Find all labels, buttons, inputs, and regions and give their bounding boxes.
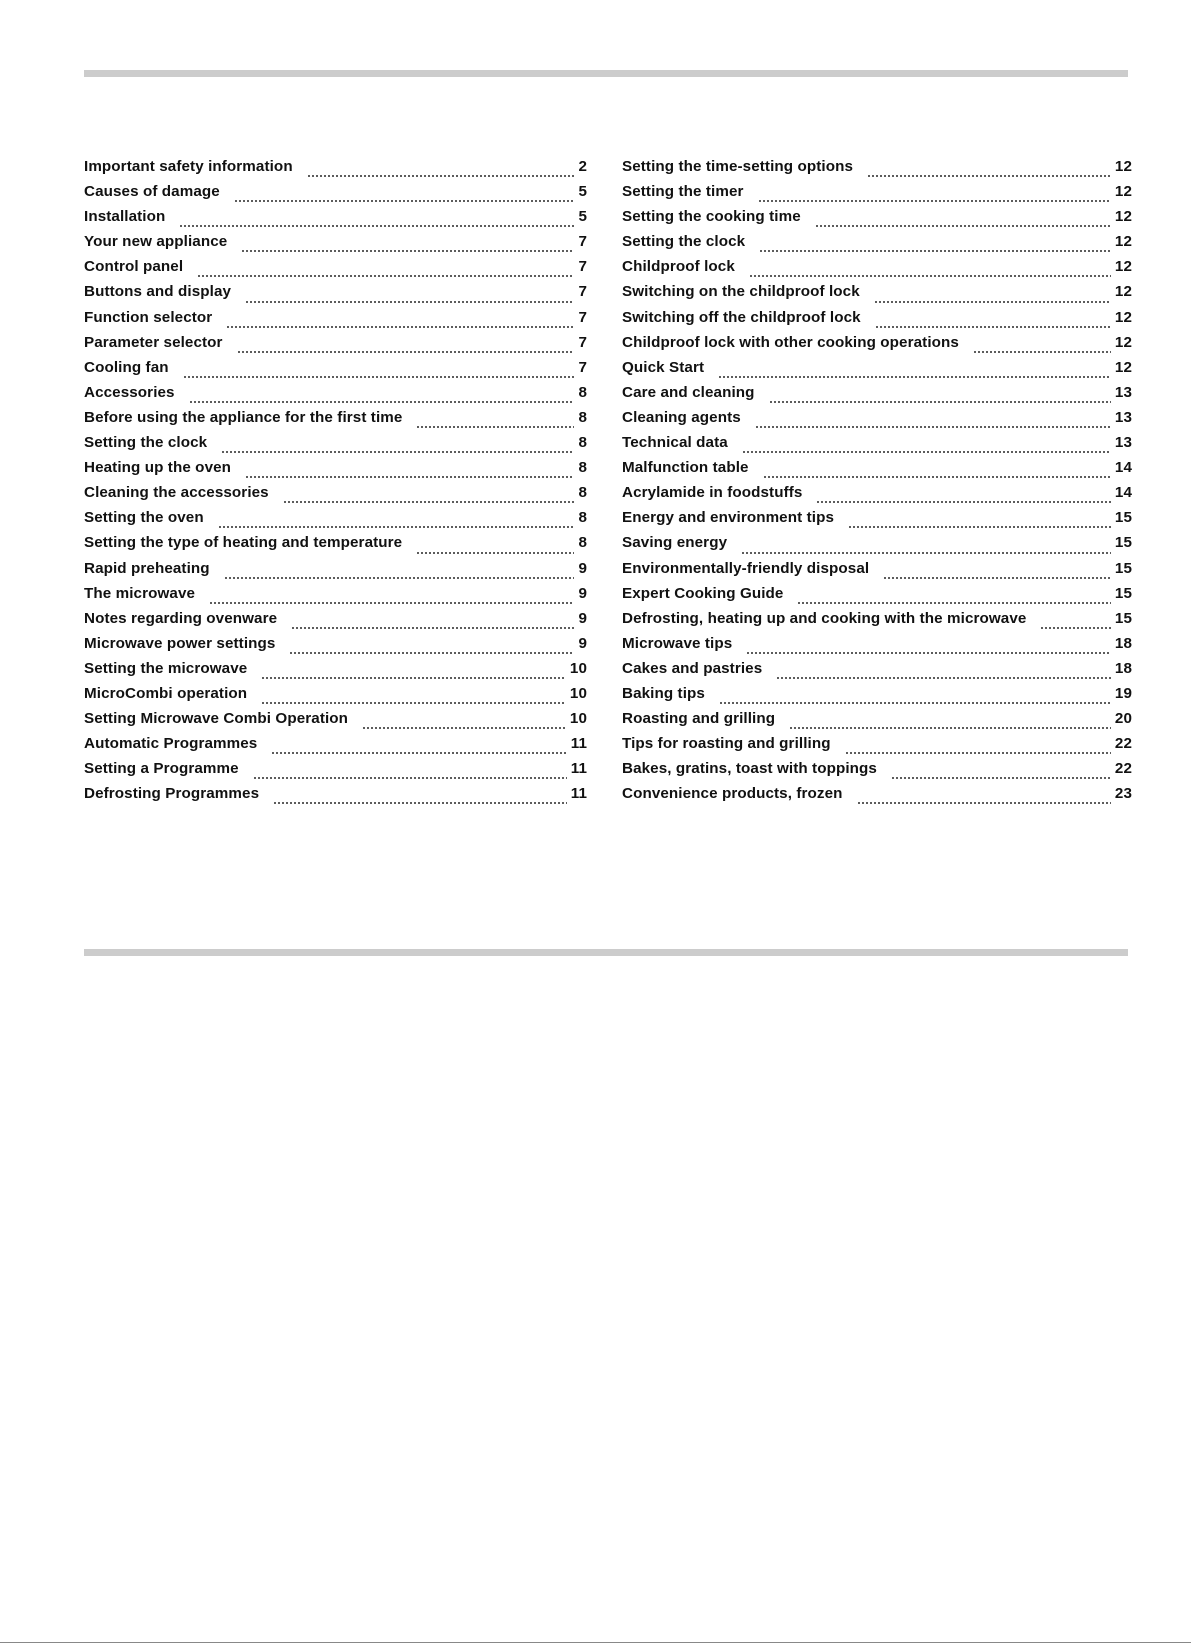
toc-entry-title: Setting the type of heating and temperature xyxy=(84,534,403,552)
toc-entry-title: Setting the cooking time xyxy=(622,208,801,226)
toc-entry-page-number: 15 xyxy=(1114,534,1132,552)
toc-entry[interactable] xyxy=(84,760,587,785)
toc-entry-page-number: 7 xyxy=(578,258,587,276)
toc-leader-dots xyxy=(189,401,575,403)
toc-entry[interactable] xyxy=(622,660,1132,685)
toc-leader-dots xyxy=(874,301,1111,303)
toc-entry-title: Microwave tips xyxy=(622,634,733,652)
toc-leader-dots xyxy=(718,376,1111,378)
bottom-divider xyxy=(84,949,1128,956)
toc-entry[interactable] xyxy=(84,233,587,258)
toc-entry[interactable] xyxy=(622,434,1132,459)
toc-entry[interactable] xyxy=(84,635,587,660)
toc-entry-title: Heating up the oven xyxy=(84,459,232,477)
toc-leader-dots xyxy=(241,250,574,252)
toc-entry-title: Care and cleaning xyxy=(622,383,755,401)
toc-entry[interactable] xyxy=(622,585,1132,610)
toc-entry[interactable] xyxy=(622,560,1132,585)
toc-entry-title: Acrylamide in foodstuffs xyxy=(622,484,803,502)
toc-leader-dots xyxy=(261,677,566,679)
toc-entry-page-number: 8 xyxy=(578,459,587,477)
toc-entry-page-number: 9 xyxy=(578,559,587,577)
toc-leader-dots xyxy=(245,301,574,303)
toc-leader-dots xyxy=(973,351,1111,353)
toc-entry-page-number: 22 xyxy=(1114,760,1132,778)
toc-entry-title: Before using the appliance for the first time xyxy=(84,408,403,426)
toc-leader-dots xyxy=(224,577,575,579)
toc-entry-title: Technical data xyxy=(622,434,728,452)
toc-entry-title: MicroCombi operation xyxy=(84,684,248,702)
toc-leader-dots xyxy=(797,602,1110,604)
toc-entry-title: Setting the clock xyxy=(84,434,208,452)
toc-entry-page-number: 7 xyxy=(578,308,587,326)
toc-entry-page-number: 12 xyxy=(1114,283,1132,301)
toc-entry[interactable] xyxy=(622,283,1132,308)
toc-leader-dots xyxy=(755,426,1111,428)
toc-leader-dots xyxy=(209,602,574,604)
toc-entry[interactable] xyxy=(622,158,1132,183)
toc-leader-dots xyxy=(759,250,1111,252)
toc-entry-title: Microwave power settings xyxy=(84,634,276,652)
toc-entry-page-number: 9 xyxy=(578,584,587,602)
toc-entry-title: Bakes, gratins, toast with toppings xyxy=(622,760,877,778)
toc-entry[interactable] xyxy=(84,208,587,233)
toc-leader-dots xyxy=(273,802,567,804)
toc-entry[interactable] xyxy=(84,409,587,434)
toc-entry[interactable] xyxy=(622,233,1132,258)
toc-entry-title: Cleaning agents xyxy=(622,408,741,426)
toc-entry[interactable] xyxy=(622,785,1132,810)
toc-leader-dots xyxy=(179,225,574,227)
toc-entry-page-number: 8 xyxy=(578,434,587,452)
toc-entry[interactable] xyxy=(622,509,1132,534)
toc-entry-page-number: 14 xyxy=(1114,459,1132,477)
toc-entry-page-number: 7 xyxy=(578,233,587,251)
toc-entry-page-number: 14 xyxy=(1114,484,1132,502)
toc-entry[interactable] xyxy=(84,509,587,534)
toc-entry[interactable] xyxy=(84,309,587,334)
toc-entry-title: Setting the time-setting options xyxy=(622,158,854,175)
toc-entry-page-number: 11 xyxy=(570,735,587,753)
toc-leader-dots xyxy=(789,727,1111,729)
toc-entry[interactable] xyxy=(84,384,587,409)
toc-leader-dots xyxy=(891,777,1111,779)
toc-leader-dots xyxy=(253,777,567,779)
toc-entry[interactable] xyxy=(84,359,587,384)
toc-entry-page-number: 15 xyxy=(1114,509,1132,527)
toc-entry-title: Defrosting, heating up and cooking with the microwave xyxy=(622,609,1027,627)
toc-entry-page-number: 7 xyxy=(578,333,587,351)
toc-entry-page-number: 8 xyxy=(578,509,587,527)
toc-entry-page-number: 19 xyxy=(1114,684,1132,702)
toc-entry-title: The microwave xyxy=(84,584,196,602)
toc-leader-dots xyxy=(816,501,1110,503)
toc-entry[interactable] xyxy=(84,334,587,359)
toc-entry-page-number: 15 xyxy=(1114,559,1132,577)
toc-entry-page-number: 8 xyxy=(578,484,587,502)
toc-entry[interactable] xyxy=(84,660,587,685)
toc-entry-title: Installation xyxy=(84,208,166,226)
toc-entry-title: Cooling fan xyxy=(84,358,169,376)
toc-entry-page-number: 20 xyxy=(1114,710,1132,728)
toc-entry-page-number: 8 xyxy=(578,383,587,401)
toc-entry-page-number: 12 xyxy=(1114,358,1132,376)
toc-entry-page-number: 5 xyxy=(578,183,587,201)
toc-leader-dots xyxy=(883,577,1111,579)
toc-leader-dots xyxy=(261,702,566,704)
toc-leader-dots xyxy=(848,526,1111,528)
toc-entry-page-number: 22 xyxy=(1114,735,1132,753)
toc-entry-page-number: 13 xyxy=(1114,408,1132,426)
toc-entry[interactable] xyxy=(84,283,587,308)
toc-entry-title: Your new appliance xyxy=(84,233,228,251)
toc-entry-title: Rapid preheating xyxy=(84,559,210,577)
toc-entry-page-number: 13 xyxy=(1114,434,1132,452)
top-divider xyxy=(84,70,1128,77)
toc-leader-dots xyxy=(875,326,1111,328)
toc-leader-dots xyxy=(307,175,575,177)
toc-leader-dots xyxy=(758,200,1111,202)
toc-entry-page-number: 5 xyxy=(578,208,587,226)
toc-entry[interactable] xyxy=(622,334,1132,359)
toc-entry[interactable] xyxy=(622,610,1132,635)
toc-entry-page-number: 18 xyxy=(1114,634,1132,652)
toc-entry-page-number: 12 xyxy=(1114,208,1132,226)
toc-leader-dots xyxy=(237,351,575,353)
toc-leader-dots xyxy=(183,376,575,378)
toc-entry-title: Causes of damage xyxy=(84,183,220,201)
toc-entry[interactable] xyxy=(622,409,1132,434)
toc-leader-dots xyxy=(226,326,574,328)
toc-entry[interactable] xyxy=(622,183,1132,208)
toc-entry-page-number: 23 xyxy=(1114,785,1132,803)
toc-entry-title: Setting Microwave Combi Operation xyxy=(84,710,349,728)
toc-entry-title: Cakes and pastries xyxy=(622,659,763,677)
toc-entry-title: Malfunction table xyxy=(622,459,749,477)
toc-entry-page-number: 11 xyxy=(570,760,587,778)
toc-entry[interactable] xyxy=(622,735,1132,760)
toc-leader-dots xyxy=(416,552,574,554)
toc-entry-title: Switching on the childproof lock xyxy=(622,283,860,301)
toc-entry-page-number: 12 xyxy=(1114,183,1132,201)
toc-leader-dots xyxy=(776,677,1111,679)
toc-entry-page-number: 10 xyxy=(569,684,587,702)
toc-leader-dots xyxy=(742,451,1111,453)
toc-entry[interactable] xyxy=(84,484,587,509)
toc-entry-page-number: 18 xyxy=(1114,659,1132,677)
toc-entry-title: Setting a Programme xyxy=(84,760,239,778)
toc-entry[interactable] xyxy=(84,560,587,585)
toc-leader-dots xyxy=(289,652,574,654)
toc-entry-page-number: 13 xyxy=(1114,383,1132,401)
toc-leader-dots xyxy=(271,752,566,754)
toc-entry-title: Childproof lock with other cooking operations xyxy=(622,333,959,351)
toc-entry[interactable] xyxy=(84,434,587,459)
toc-entry[interactable] xyxy=(622,459,1132,484)
toc-entry[interactable] xyxy=(84,158,587,183)
toc-leader-dots xyxy=(763,476,1111,478)
toc-entry[interactable] xyxy=(84,585,587,610)
toc-entry-title: Automatic Programmes xyxy=(84,735,258,753)
toc-entry[interactable] xyxy=(622,309,1132,334)
toc-entry-title: Tips for roasting and grilling xyxy=(622,735,831,753)
toc-leader-dots xyxy=(416,426,574,428)
toc-entry[interactable] xyxy=(622,534,1132,559)
toc-entry-title: Quick Start xyxy=(622,358,705,376)
toc-leader-dots xyxy=(283,501,575,503)
toc-leader-dots xyxy=(291,627,574,629)
toc-entry-title: Setting the microwave xyxy=(84,659,248,677)
toc-entry-page-number: 10 xyxy=(569,710,587,728)
toc-entry-title: Important safety information xyxy=(84,158,293,175)
toc-entry-page-number: 8 xyxy=(578,408,587,426)
toc-entry[interactable] xyxy=(84,735,587,760)
toc-leader-dots xyxy=(815,225,1111,227)
toc-entry-title: Energy and environment tips xyxy=(622,509,834,527)
toc-leader-dots xyxy=(245,476,574,478)
toc-entry[interactable] xyxy=(622,685,1132,710)
toc-entry-page-number: 12 xyxy=(1114,258,1132,276)
toc-entry-title: Baking tips xyxy=(622,684,705,702)
toc-leader-dots xyxy=(741,552,1111,554)
toc-entry-title: Defrosting Programmes xyxy=(84,785,260,803)
toc-entry[interactable] xyxy=(622,384,1132,409)
toc-entry[interactable] xyxy=(84,459,587,484)
toc-leader-dots xyxy=(845,752,1111,754)
toc-entry-page-number: 15 xyxy=(1114,609,1132,627)
toc-entry[interactable] xyxy=(84,685,587,710)
toc-leader-dots xyxy=(221,451,574,453)
toc-entry-title: Setting the timer xyxy=(622,183,744,201)
toc-entry-page-number: 7 xyxy=(578,358,587,376)
toc-entry-title: Function selector xyxy=(84,308,213,326)
toc-leader-dots xyxy=(746,652,1111,654)
toc-entry-title: Roasting and grilling xyxy=(622,710,776,728)
toc-entry[interactable] xyxy=(622,258,1132,283)
toc-entry-title: Control panel xyxy=(84,258,184,276)
toc-entry-page-number: 15 xyxy=(1114,584,1132,602)
toc-leader-dots xyxy=(218,526,575,528)
toc-entry-page-number: 12 xyxy=(1114,233,1132,251)
toc-entry-title: Setting the oven xyxy=(84,509,204,527)
toc-left-column xyxy=(84,158,587,810)
toc-entry-title: Accessories xyxy=(84,383,175,401)
toc-entry[interactable] xyxy=(622,635,1132,660)
toc-leader-dots xyxy=(719,702,1111,704)
toc-leader-dots xyxy=(867,175,1111,177)
page-bottom-edge xyxy=(0,1642,1191,1643)
toc-entry-page-number: 7 xyxy=(578,283,587,301)
toc-entry[interactable] xyxy=(84,710,587,735)
toc-entry-title: Saving energy xyxy=(622,534,728,552)
toc-entry-title: Setting the clock xyxy=(622,233,746,251)
toc-leader-dots xyxy=(749,275,1111,277)
toc-entry[interactable] xyxy=(622,208,1132,233)
toc-entry[interactable] xyxy=(84,258,587,283)
toc-entry-title: Notes regarding ovenware xyxy=(84,609,278,627)
toc-entry-page-number: 11 xyxy=(570,785,587,803)
toc-entry-title: Childproof lock xyxy=(622,258,735,276)
toc-leader-dots xyxy=(197,275,574,277)
toc-entry[interactable] xyxy=(622,359,1132,384)
toc-entry-title: Convenience products, frozen xyxy=(622,785,843,803)
toc-entry-title: Expert Cooking Guide xyxy=(622,584,784,602)
toc-entry-page-number: 8 xyxy=(578,534,587,552)
toc-leader-dots xyxy=(234,200,575,202)
toc-leader-dots xyxy=(857,802,1111,804)
toc-entry[interactable] xyxy=(84,183,587,208)
toc-entry[interactable] xyxy=(84,610,587,635)
toc-leader-dots xyxy=(362,727,566,729)
toc-entry-title: Buttons and display xyxy=(84,283,232,301)
toc-entry-page-number: 2 xyxy=(578,158,587,175)
toc-entry-page-number: 12 xyxy=(1114,333,1132,351)
toc-entry[interactable] xyxy=(622,710,1132,735)
toc-entry-title: Parameter selector xyxy=(84,333,223,351)
toc-entry-title: Switching off the childproof lock xyxy=(622,308,861,326)
toc-entry-page-number: 10 xyxy=(569,659,587,677)
toc-entry-page-number: 12 xyxy=(1114,308,1132,326)
toc-entry-page-number: 12 xyxy=(1114,158,1132,175)
toc-entry[interactable] xyxy=(622,484,1132,509)
toc-entry-page-number: 9 xyxy=(578,634,587,652)
toc-entry[interactable] xyxy=(622,760,1132,785)
toc-entry-title: Cleaning the accessories xyxy=(84,484,269,502)
toc-entry-title: Environmentally-friendly disposal xyxy=(622,559,870,577)
toc-right-column xyxy=(622,158,1132,810)
toc-entry[interactable] xyxy=(84,534,587,559)
toc-leader-dots xyxy=(769,401,1111,403)
toc-entry-page-number: 9 xyxy=(578,609,587,627)
toc-leader-dots xyxy=(1040,627,1110,629)
toc-entry[interactable] xyxy=(84,785,587,810)
